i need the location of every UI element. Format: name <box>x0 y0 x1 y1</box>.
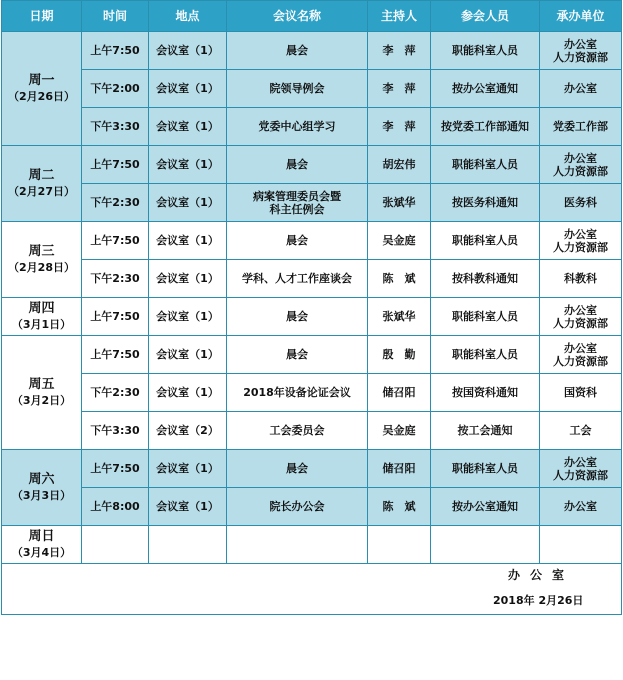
place-cell: 会议室（1） <box>149 488 227 526</box>
organizer-cell <box>540 108 622 146</box>
day-name: 周日 <box>28 529 55 544</box>
time-cell: 下午2:30 <box>82 260 149 298</box>
organizer-cell <box>540 336 622 374</box>
organizer-cell <box>540 146 622 184</box>
day-name: 周一 <box>28 73 55 88</box>
organizer-line: 医务科 <box>564 196 597 209</box>
meeting-cell <box>227 184 368 222</box>
organizer-cell <box>540 526 622 564</box>
day-name: 周六 <box>28 472 55 487</box>
day-cell <box>2 146 82 222</box>
day-date: （3月1日） <box>11 318 72 331</box>
organizer-line: 办公室 <box>564 303 597 317</box>
place-cell: 会议室（1） <box>149 32 227 70</box>
footer-issuer: 办公室 <box>508 568 575 582</box>
meeting-cell <box>227 70 368 108</box>
host-cell: 储召阳 <box>368 450 431 488</box>
host-cell <box>368 526 431 564</box>
meeting-line: 晨会 <box>286 462 308 475</box>
header-place: 地点 <box>149 1 227 32</box>
time-cell: 下午2:30 <box>82 374 149 412</box>
day-name: 周二 <box>28 168 55 183</box>
time-cell: 上午8:00 <box>82 488 149 526</box>
day-name: 周四 <box>28 301 55 316</box>
meeting-line: 学科、人才工作座谈会 <box>242 272 352 285</box>
host-cell: 张斌华 <box>368 184 431 222</box>
table-row <box>2 260 622 298</box>
table-row <box>2 526 622 564</box>
footer-cell <box>2 564 622 615</box>
table-row <box>2 108 622 146</box>
meeting-line: 党委中心组学习 <box>258 120 336 133</box>
place-cell <box>149 526 227 564</box>
attendees-cell: 职能科室人员 <box>431 146 540 184</box>
meeting-cell <box>227 222 368 260</box>
time-cell: 上午7:50 <box>82 450 149 488</box>
place-cell: 会议室（2） <box>149 412 227 450</box>
organizer-line: 办公室 <box>564 341 597 355</box>
meeting-line: 晨会 <box>286 348 308 361</box>
organizer-cell <box>540 450 622 488</box>
time-cell <box>82 526 149 564</box>
time-cell: 上午7:50 <box>82 298 149 336</box>
time-cell: 下午2:30 <box>82 184 149 222</box>
meeting-cell <box>227 146 368 184</box>
attendees-cell: 按办公室通知 <box>431 70 540 108</box>
table-row <box>2 32 622 70</box>
time-cell: 上午7:50 <box>82 222 149 260</box>
header-meeting: 会议名称 <box>227 1 368 32</box>
day-date: （3月3日） <box>11 489 72 502</box>
meeting-cell <box>227 488 368 526</box>
host-cell: 殷 勤 <box>368 336 431 374</box>
organizer-line: 办公室 <box>564 227 597 241</box>
meeting-cell <box>227 108 368 146</box>
host-cell: 陈 斌 <box>368 488 431 526</box>
header-row <box>2 1 622 32</box>
day-date: （2月26日） <box>8 90 75 103</box>
attendees-cell: 按国资科通知 <box>431 374 540 412</box>
place-cell: 会议室（1） <box>149 260 227 298</box>
meeting-line: 晨会 <box>286 234 308 247</box>
organizer-line: 办公室 <box>564 151 597 165</box>
meeting-cell <box>227 298 368 336</box>
meeting-line: 晨会 <box>286 44 308 57</box>
time-cell: 下午2:00 <box>82 70 149 108</box>
table-row <box>2 70 622 108</box>
attendees-cell: 按医务科通知 <box>431 184 540 222</box>
table-row <box>2 450 622 488</box>
table-row <box>2 374 622 412</box>
place-cell: 会议室（1） <box>149 450 227 488</box>
table-row <box>2 488 622 526</box>
table-row <box>2 412 622 450</box>
place-cell: 会议室（1） <box>149 298 227 336</box>
day-name: 周五 <box>28 377 55 392</box>
organizer-line: 人力资源部 <box>553 50 608 64</box>
meeting-cell <box>227 450 368 488</box>
day-cell <box>2 222 82 298</box>
organizer-cell <box>540 32 622 70</box>
table-row <box>2 146 622 184</box>
organizer-line: 科教科 <box>564 272 597 285</box>
organizer-line: 办公室 <box>564 455 597 469</box>
day-cell <box>2 450 82 526</box>
time-cell: 上午7:50 <box>82 32 149 70</box>
meeting-line: 院长办公会 <box>269 500 325 513</box>
table-row <box>2 184 622 222</box>
organizer-cell <box>540 260 622 298</box>
meeting-cell <box>227 374 368 412</box>
organizer-cell <box>540 70 622 108</box>
organizer-cell <box>540 184 622 222</box>
place-cell: 会议室（1） <box>149 222 227 260</box>
host-cell: 陈 斌 <box>368 260 431 298</box>
header-time: 时间 <box>82 1 149 32</box>
meeting-line: 科主任例会 <box>269 202 325 216</box>
day-date: （3月2日） <box>11 394 72 407</box>
meeting-cell <box>227 32 368 70</box>
table-row <box>2 298 622 336</box>
meeting-cell <box>227 260 368 298</box>
attendees-cell <box>431 526 540 564</box>
attendees-cell: 按科教科通知 <box>431 260 540 298</box>
host-cell: 李 萍 <box>368 70 431 108</box>
organizer-cell <box>540 374 622 412</box>
table-row <box>2 336 622 374</box>
time-cell: 下午3:30 <box>82 412 149 450</box>
organizer-line: 人力资源部 <box>553 240 608 254</box>
day-date: （2月27日） <box>8 185 75 198</box>
organizer-line: 办公室 <box>564 500 597 513</box>
attendees-cell: 职能科室人员 <box>431 336 540 374</box>
header-host: 主持人 <box>368 1 431 32</box>
organizer-line: 工会 <box>569 424 592 437</box>
place-cell: 会议室（1） <box>149 108 227 146</box>
place-cell: 会议室（1） <box>149 336 227 374</box>
attendees-cell: 职能科室人员 <box>431 222 540 260</box>
place-cell: 会议室（1） <box>149 70 227 108</box>
attendees-cell: 按党委工作部通知 <box>431 108 540 146</box>
day-cell <box>2 336 82 450</box>
organizer-cell <box>540 412 622 450</box>
day-date: （2月28日） <box>8 261 75 274</box>
attendees-cell: 按工会通知 <box>431 412 540 450</box>
meeting-line: 院领导例会 <box>269 82 325 95</box>
meeting-line: 晨会 <box>286 310 308 323</box>
time-cell: 上午7:50 <box>82 336 149 374</box>
host-cell: 胡宏伟 <box>368 146 431 184</box>
day-cell <box>2 526 82 564</box>
day-date: （3月4日） <box>11 546 72 559</box>
meeting-line: 病案管理委员会暨 <box>253 189 341 203</box>
time-cell: 下午3:30 <box>82 108 149 146</box>
day-cell <box>2 298 82 336</box>
organizer-line: 人力资源部 <box>553 354 608 368</box>
attendees-cell: 按办公室通知 <box>431 488 540 526</box>
header-organizer: 承办单位 <box>540 1 622 32</box>
host-cell: 张斌华 <box>368 298 431 336</box>
host-cell: 储召阳 <box>368 374 431 412</box>
host-cell: 李 萍 <box>368 32 431 70</box>
attendees-cell: 职能科室人员 <box>431 32 540 70</box>
schedule-body <box>2 32 622 564</box>
organizer-line: 人力资源部 <box>553 468 608 482</box>
attendees-cell: 职能科室人员 <box>431 298 540 336</box>
footer-date: 2018年 2月26日 <box>493 594 584 607</box>
meeting-line: 2018年设备论证会议 <box>243 386 351 399</box>
host-cell: 李 萍 <box>368 108 431 146</box>
place-cell: 会议室（1） <box>149 374 227 412</box>
place-cell: 会议室（1） <box>149 146 227 184</box>
host-cell: 吴金庭 <box>368 222 431 260</box>
organizer-line: 国资科 <box>564 386 597 399</box>
meeting-schedule-table <box>1 0 622 615</box>
organizer-line: 党委工作部 <box>553 120 608 133</box>
organizer-line: 人力资源部 <box>553 164 608 178</box>
meeting-line: 晨会 <box>286 158 308 171</box>
header-attendees: 参会人员 <box>431 1 540 32</box>
day-name: 周三 <box>28 244 55 259</box>
organizer-cell <box>540 298 622 336</box>
organizer-line: 办公室 <box>564 82 597 95</box>
attendees-cell: 职能科室人员 <box>431 450 540 488</box>
time-cell: 上午7:50 <box>82 146 149 184</box>
meeting-cell <box>227 412 368 450</box>
meeting-line: 工会委员会 <box>269 424 325 437</box>
footer-row <box>2 564 622 615</box>
day-cell <box>2 32 82 146</box>
organizer-cell <box>540 222 622 260</box>
organizer-cell <box>540 488 622 526</box>
meeting-cell <box>227 526 368 564</box>
organizer-line: 人力资源部 <box>553 316 608 330</box>
table-row <box>2 222 622 260</box>
organizer-line: 办公室 <box>564 37 597 51</box>
header-date: 日期 <box>2 1 82 32</box>
host-cell: 吴金庭 <box>368 412 431 450</box>
meeting-cell <box>227 336 368 374</box>
place-cell: 会议室（1） <box>149 184 227 222</box>
